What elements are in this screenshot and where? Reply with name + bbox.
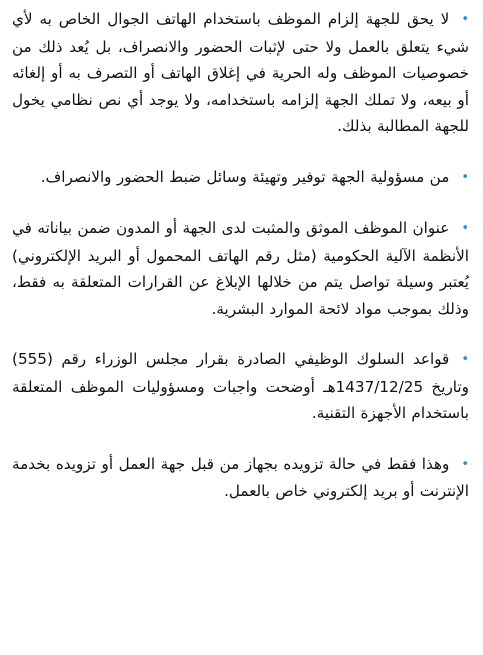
bullet-text-3: عنوان الموظف الموثق والمثبت لدى الجهة أو المدون ضمن بياناته في الأنظمة الآلية الحكومية (مثل رقم الهاتف المحمول أو البريد الإلكتروني) يُعتبر وسيلة تواصل يتم من خلالها الإبلاغ عن القرارات المتعلقة به فقط، وذلك بموجب مواد لائحة الموارد البشرية.	[12, 219, 469, 318]
bullet-item-2	[12, 164, 469, 192]
blue-bullet-icon: •	[461, 352, 469, 367]
bullet-item-3	[12, 215, 469, 322]
bullet-text-5: وهذا فقط في حالة تزويده بجهاز من قبل جهة العمل أو تزويده بخدمة الإنترنت أو بريد إلكتروني خاص بالعمل.	[12, 454, 469, 500]
blue-bullet-icon: •	[461, 221, 469, 236]
blue-bullet-icon: •	[461, 12, 469, 27]
blue-bullet-icon: •	[461, 169, 469, 185]
bullet-text-4: قواعد السلوك الوظيفي الصادرة بقرار مجلس الوزراء رقم (555) وتاريخ 1437/12/25هـ أوضحت واجبات ومسؤوليات الموظف المتعلقة باستخدام الأجهزة التقنية.	[12, 350, 469, 422]
bullet-item-1	[12, 6, 469, 140]
bullet-list	[12, 6, 469, 505]
bullet-text-1: لا يحق للجهة إلزام الموظف باستخدام الهاتف الجوال الخاص به لأي شيء يتعلق بالعمل ولا حتى لإثبات الحضور والانصراف، بل يُعد ذلك من خصوصيات الموظف وله الحرية في إغلاق الهاتف أو التصرف به أو إلغائه أو بيعه، ولا تملك الجهة إلزامه باستخدامه، ولا يوجد أي نص نظامي يخول للجهة المطالبة بذلك.	[12, 10, 469, 135]
bullet-item-4	[12, 346, 469, 427]
bullet-text-2: من مسؤولية الجهة توفير وتهيئة وسائل ضبط الحضور والانصراف.	[40, 167, 450, 186]
blue-bullet-icon: •	[461, 456, 469, 472]
bullet-item-5	[12, 451, 469, 505]
